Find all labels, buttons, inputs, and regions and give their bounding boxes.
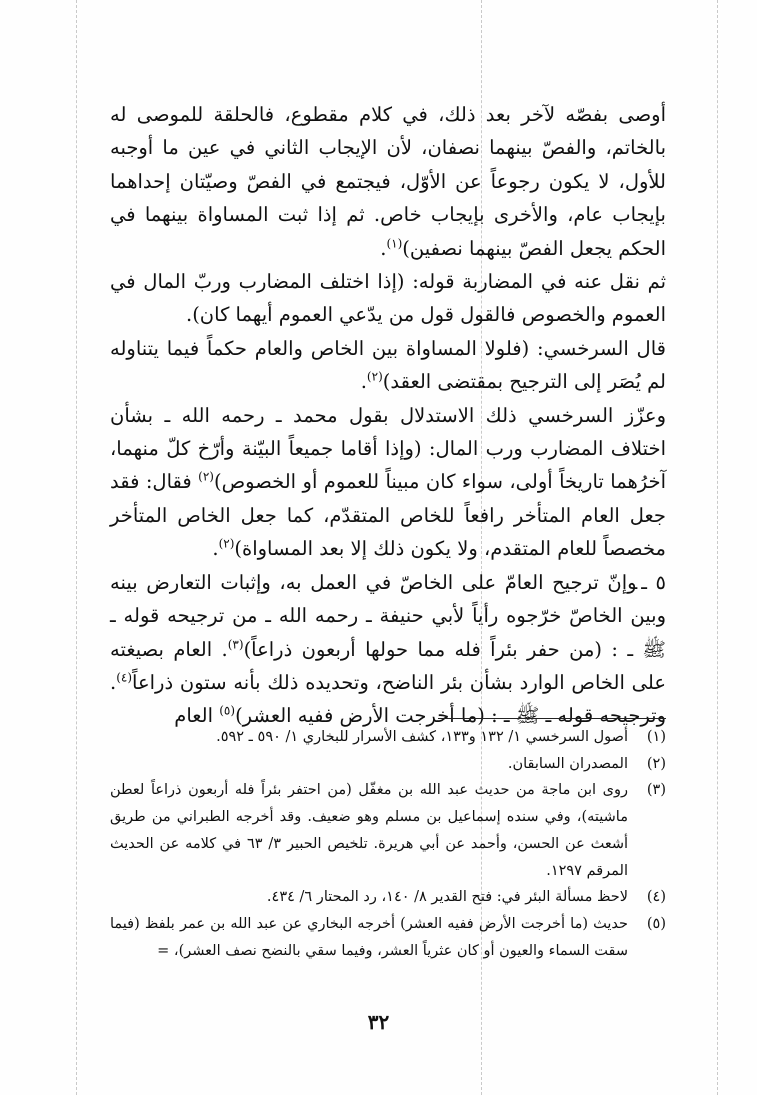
- footnote-number: (٥): [646, 915, 666, 932]
- paragraph-2-text: ثم نقل عنه في المضاربة قوله: (إذا اختلف المضارب وربّ المال في العموم والخصوص فالقول قول من يدّعي العموم أيهما كان).: [110, 270, 666, 327]
- footnote-text: لاحظ مسألة البئر في: فتح القدير ٨/ ١٤٠، رد المحتار ٦/ ٤٣٤.: [266, 889, 628, 906]
- paragraph-2: [110, 265, 666, 332]
- paragraph-1: أوصى بفصّه لآخر بعد ذلك، في كلام مقطوع، فالحلقة للموصى له بالخاتم، والفصّ بينهما نصفان، لأن الإيجاب الثاني في عين ما أوجبه للأول، لا يكون رجوعاً عن الأوّل، فيجتمع في الفصّ وصيّتان إحداهما بإيجاب عام، والأخرى بإيجاب خاص. ثم إذا ثبت المساواة بينهما في الحكم يجعل الفصّ بينهما نصفين)$^{(١)}$.: [110, 103, 666, 260]
- paragraph-3: قال السرخسي: (فلولا المساواة بين الخاص والعام حكماً فيما يتناوله لم يُصَر إلى الترجيح بمقتضى العقد)$^{(٢)}$.: [110, 336, 666, 394]
- footnote-5: [110, 911, 666, 964]
- footnote-separator: [438, 718, 666, 719]
- footnote-1: [110, 724, 666, 751]
- footnote-4: [110, 884, 666, 911]
- footnote-number: (٣): [646, 782, 666, 799]
- paragraph-5-text-d: العام: [174, 704, 220, 728]
- footnote-ref-1[interactable]: (١): [386, 236, 403, 251]
- footnote-ref-4[interactable]: (٤): [116, 670, 133, 685]
- paragraph-5-text-a: وإنّ ترجيح العامّ على الخاصّ في العمل به، وإثبات التعارض بينه وبين الخاصّ خرّجوه رأياً لأبي حنيفة ـ رحمه الله ـ من ترجيحه قوله ـ ﷺ ـ : (من حفر بئراً فله مما حولها أربعون ذراعاً): [110, 570, 666, 661]
- footnote-ref-3[interactable]: (٣): [227, 637, 244, 651]
- footnote-text: روى ابن ماجة من حديث عبد الله بن مغفّل (من احتفر بئراً فله أربعون ذراعاً لعطن ماشيته)، وفي سنده إسماعيل بن مسلم وهو ضعيف. وقد أخرجه الطبراني من طريق أشعث عن الحسن، وأحمد عن أبي هريرة. تلخيص الحبير ٣/ ٦٣ في كلامه عن الحديث المرقم ١٢٩٧.: [110, 782, 629, 879]
- footnote-number: (٢): [646, 755, 666, 772]
- paragraph-5-text-c: . وترجيحه قوله ـ ﷺ ـ : (ما أخرجت الأرض ففيه العشر): [110, 670, 666, 728]
- footnote-3: [110, 777, 666, 884]
- paragraph-4-text-b: فقال: فقد جعل العام المتأخر رافعاً للخاص المتقدّم، كما جعل الخاص المتأخر مخصصاً للعام المتقدم، ولا يكون ذلك إلا بعد المساواة): [110, 470, 666, 561]
- paragraph-5: [110, 566, 666, 733]
- scan-fold-line-left: [76, 0, 77, 1095]
- footnote-number: (١): [646, 729, 666, 745]
- footnote-number: (٤): [646, 889, 666, 906]
- footnote-ref-2[interactable]: (٢): [366, 369, 383, 384]
- paragraph-1-text: أوصى بفصّه لآخر بعد ذلك، في كلام مقطوع، فالحلقة للموصى له بالخاتم، والفصّ بينهما نصفان، لأن الإيجاب الثاني في عين ما أوجبه للأول، لا يكون رجوعاً عن الأوّل، فيجتمع في الفصّ وصيّتان إحداهما بإيجاب عام، والأخرى بإيجاب خاص. ثم إذا ثبت المساواة بينهما في الحكم يجعل الفصّ بينهما نصفين): [110, 103, 666, 260]
- footnote-ref-5[interactable]: (٥): [219, 703, 236, 718]
- main-text: [110, 98, 666, 733]
- footnote-text: المصدران السابقان.: [507, 755, 628, 772]
- footnote-text: أصول السرخسي ١/ ١٣٢ و١٣٣، كشف الأسرار للبخاري ١/ ٥٩٠ ـ ٥٩٢.: [216, 729, 628, 745]
- footnotes: [110, 724, 666, 964]
- paragraph-3-text: قال السرخسي: (فلولا المساواة بين الخاص والعام حكماً فيما يتناوله لم يُصَر إلى الترجيح بمقتضى العقد): [110, 336, 666, 394]
- list-number-5: ٥ ـ: [641, 570, 666, 594]
- footnote-2: [110, 751, 666, 778]
- paragraph-4-text-a: وعزّز السرخسي ذلك الاستدلال بقول محمد ـ رحمه الله ـ بشأن اختلاف المضارب ورب المال: (وإذا أقاما جميعاً البيّنة وأرّخ كلّ منهما، آخرُهما تاريخاً أولى، سواء كان مبيناً للعموم أو الخصوص): [110, 403, 666, 494]
- paragraph-5-text-b: . العام بصيغته على الخاص الوارد بشأن بئر الناضح، وتحديده ذلك بأنه ستون ذراعاً: [110, 637, 666, 694]
- footnote-ref-2b[interactable]: (٢): [198, 469, 214, 484]
- scan-fold-line-right: [717, 0, 718, 1095]
- footnote-ref-2c[interactable]: (٢): [218, 536, 235, 551]
- paragraph-4: وعزّز السرخسي ذلك الاستدلال بقول محمد ـ رحمه الله ـ بشأن اختلاف المضارب ورب المال: (وإذا أقاما جميعاً البيّنة وأرّخ كلّ منهما، آخرُهما تاريخاً أولى، سواء كان مبيناً للعموم أو الخصوص)$^{(٢)}$ فقال: فقد جعل العام المتأخر رافعاً للخاص المتقدّم، كما جعل الخاص المتأخر مخصصاً للعام المتقدم، ولا يكون ذلك إلا بعد المساواة)$^{(٢)}$.: [110, 403, 666, 561]
- page-number: ٣٢: [367, 1010, 390, 1034]
- footnote-text: حديث (ما أخرجت الأرض ففيه العشر) أخرجه البخاري عن عبد الله بن عمر بلفظ (فيما سقت السماء والعيون أو كان عثرياً العشر، وفيما سقي بالنضح نصف العشر)، =: [110, 915, 628, 959]
